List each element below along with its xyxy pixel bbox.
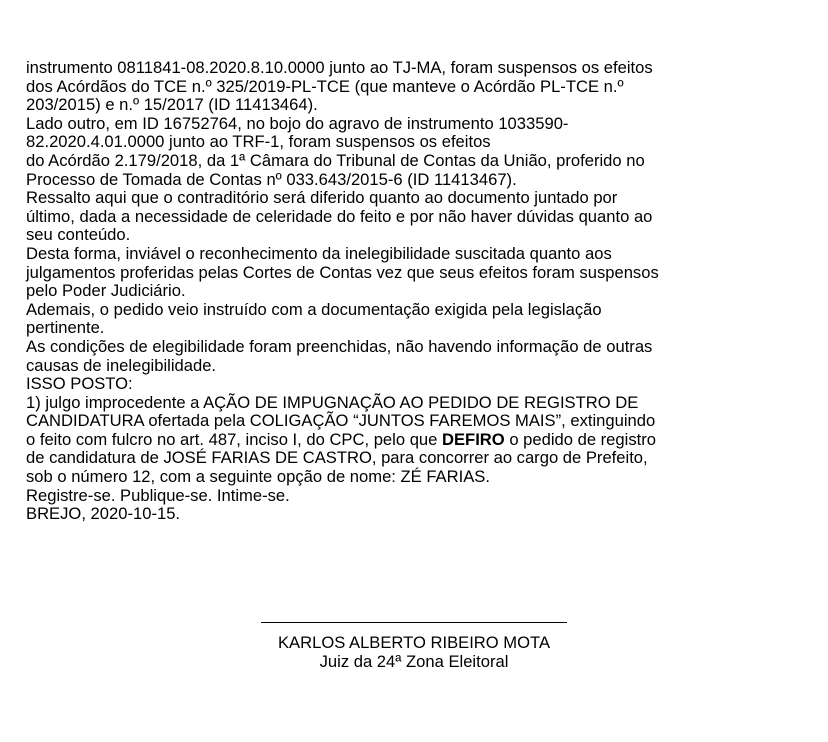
text-line: Desta forma, inviável o reconhecimento da inelegibilidade suscitada quanto aos	[26, 243, 612, 263]
signature-line	[261, 622, 567, 623]
signer-name: KARLOS ALBERTO RIBEIRO MOTA	[277, 633, 551, 652]
text-line: Lado outro, em ID 16752764, no bojo do agravo de instrumento 1033590-	[26, 113, 569, 133]
text-line: do Acórdão 2.179/2018, da 1ª Câmara do Tribunal de Contas da União, proferido no	[26, 150, 645, 170]
text-line-deferimento	[26, 431, 806, 450]
text-line: pelo Poder Judiciário.	[26, 281, 186, 301]
text-line: ISSO POSTO:	[26, 374, 133, 394]
bold-decision-word: DEFIRO	[442, 429, 505, 449]
text-line: 1) julgo improcedente a AÇÃO DE IMPUGNAÇÃO AO PEDIDO DE REGISTRO DE	[26, 392, 639, 412]
text-line: de candidatura de JOSÉ FARIAS DE CASTRO, para concorrer ao cargo de Prefeito,	[26, 448, 648, 468]
document-body	[26, 59, 806, 524]
text-line: causas de inelegibilidade.	[26, 355, 217, 375]
signer-role: Juiz da 24ª Zona Eleitoral	[319, 652, 509, 671]
text-line: CANDIDATURA ofertada pela COLIGAÇÃO “JUNTOS FAREMOS MAIS”, extinguindo	[26, 411, 656, 431]
text-line: 82.2020.4.01.0000 junto ao TRF-1, foram suspensos os efeitos	[26, 132, 491, 152]
text-line: 203/2015) e n.º 15/2017 (ID 11413464).	[26, 95, 318, 115]
text-line: BREJO, 2020-10-15.	[26, 504, 181, 524]
text-line: sob o número 12, com a seguinte opção de nome: ZÉ FARIAS.	[26, 467, 490, 487]
text-line: pertinente.	[26, 318, 105, 338]
text-line: último, dada a necessidade de celeridade do feito e por não haver dúvidas quanto ao	[26, 206, 653, 226]
text-line: Registre-se. Publique-se. Intime-se.	[26, 485, 290, 505]
text-line: dos Acórdãos do TCE n.º 325/2019-PL-TCE (que manteve o Acórdão PL-TCE n.º	[26, 76, 624, 96]
text-line: instrumento 0811841-08.2020.8.10.0000 junto ao TJ-MA, foram suspensos os efeitos	[26, 58, 653, 77]
text-line: julgamentos proferidas pelas Cortes de Contas vez que seus efeitos foram suspensos	[26, 262, 659, 282]
text-segment: o pedido de registro	[504, 429, 656, 449]
text-line: Processo de Tomada de Contas nº 033.643/2015-6 (ID 11413467).	[26, 169, 517, 189]
text-segment: o feito com fulcro no art. 487, inciso I, do CPC, pelo que	[26, 429, 442, 449]
text-line: As condições de elegibilidade foram preenchidas, não havendo informação de outras	[26, 336, 653, 356]
text-line: seu conteúdo.	[26, 225, 131, 245]
text-line: Ressalto aqui que o contraditório será diferido quanto ao documento juntado por	[26, 188, 618, 208]
text-line: Ademais, o pedido veio instruído com a documentação exigida pela legislação	[26, 299, 602, 319]
signature-block	[0, 612, 828, 671]
